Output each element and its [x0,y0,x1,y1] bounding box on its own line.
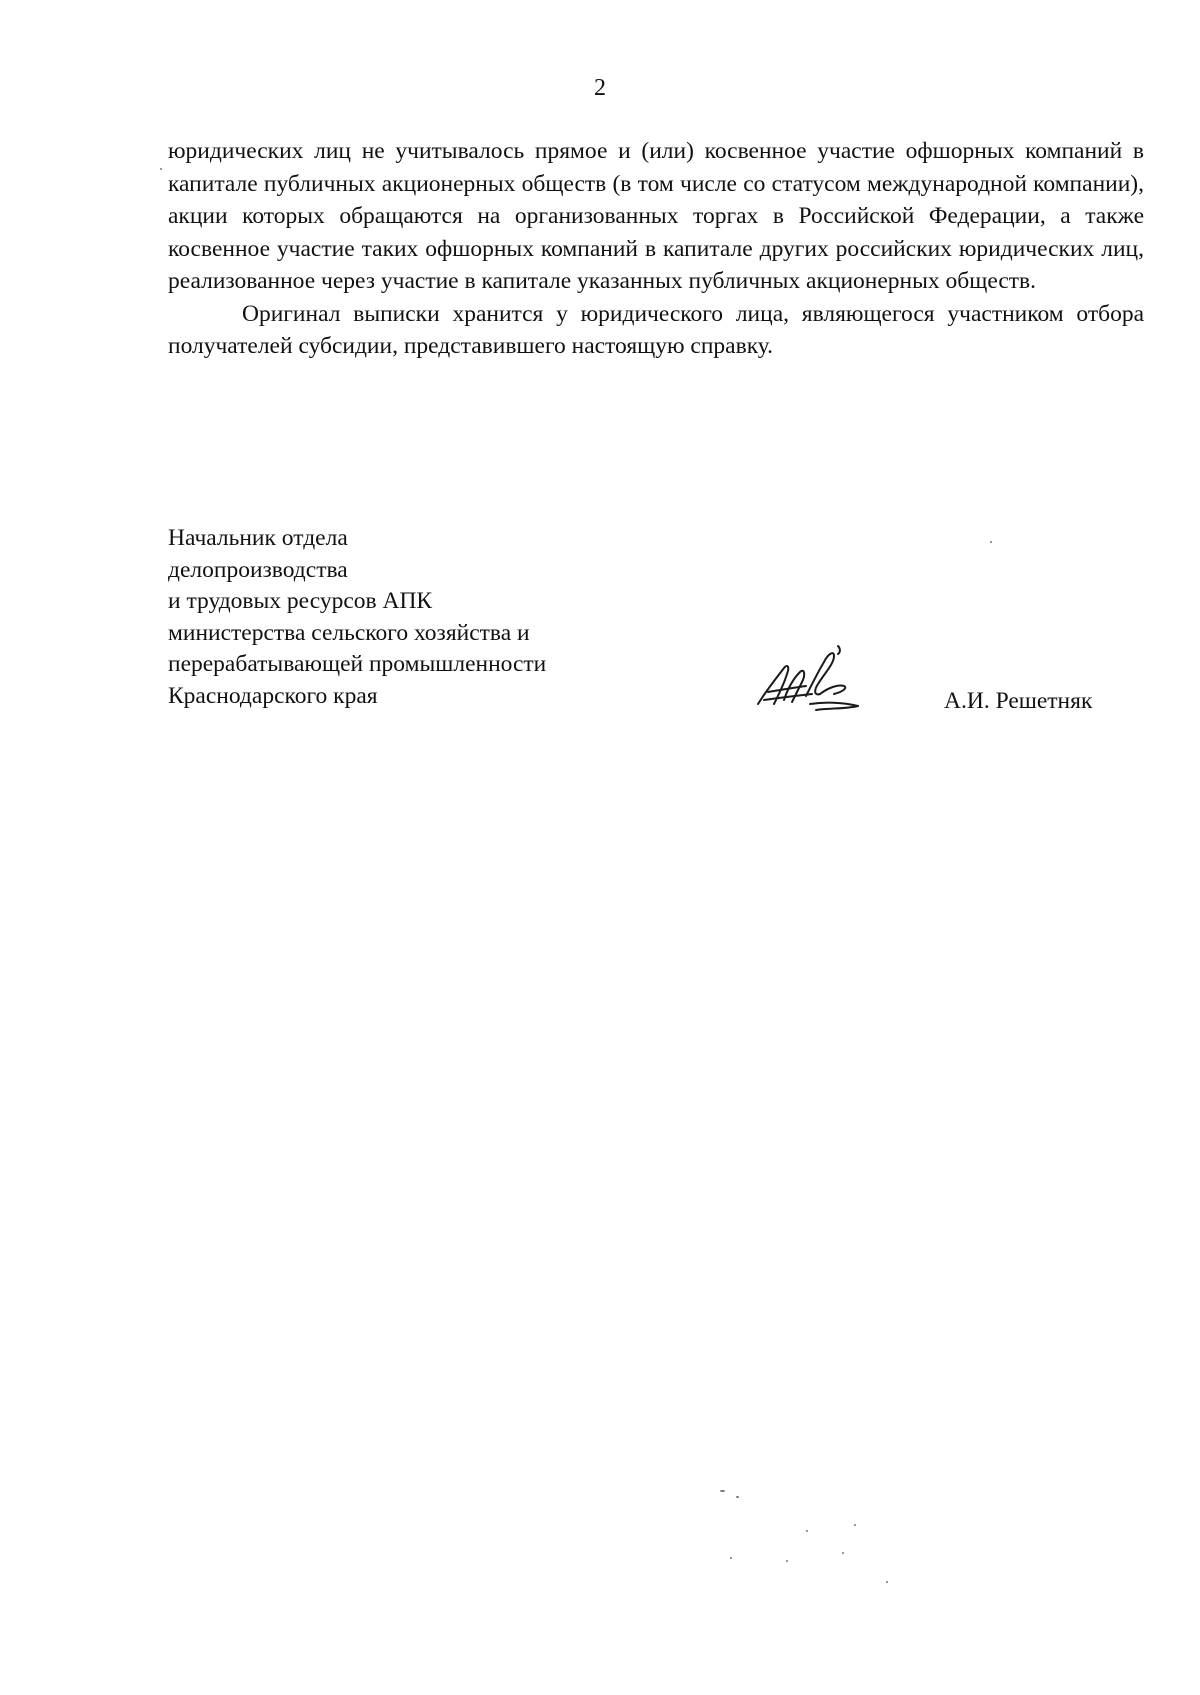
signatory-position [168,523,546,713]
position-line: делопроизводства [168,556,348,583]
position-line: Краснодарского края [168,682,378,709]
scan-speck [736,1496,739,1498]
scan-speck [730,1557,732,1559]
handwritten-signature-icon [754,644,864,716]
scan-speck [990,541,992,543]
body-text [168,135,1144,363]
scan-speck [160,168,162,170]
page-number: 2 [594,75,606,101]
scan-speck [786,1560,788,1562]
position-line: перерабатывающей промышленности [168,651,547,678]
position-line: и трудовых ресурсов АПК [168,588,433,615]
position-line: Начальник отдела [168,525,348,551]
scan-speck [854,1524,856,1526]
position-line: министерства сельского хозяйства и [168,619,530,646]
paragraph-original-note: Оригинал выписки хранится у юридического лица, являющегося участником отбора получателей субсидии, представившего настоящую справку. [168,300,1144,359]
scan-speck [720,1490,725,1492]
scan-speck [886,1581,888,1583]
paragraph-continuation: юридических лиц не учитывалось прямое и (или) косвенное участие офшорных компаний в капитале публичных акционерных обществ (в том числе со статусом международной компании), акции которых обращаются на организованных торгах в Российской Федерации, а также косвенное участие таких офшорных компаний в капитале других российских юридических лиц, реализованное через участие в капитале указанных публичных акционерных обществ. [168,138,1144,294]
scan-speck [842,1552,844,1554]
signer-name: А.И. Решетняк [944,688,1093,714]
scan-speck [806,1530,808,1532]
